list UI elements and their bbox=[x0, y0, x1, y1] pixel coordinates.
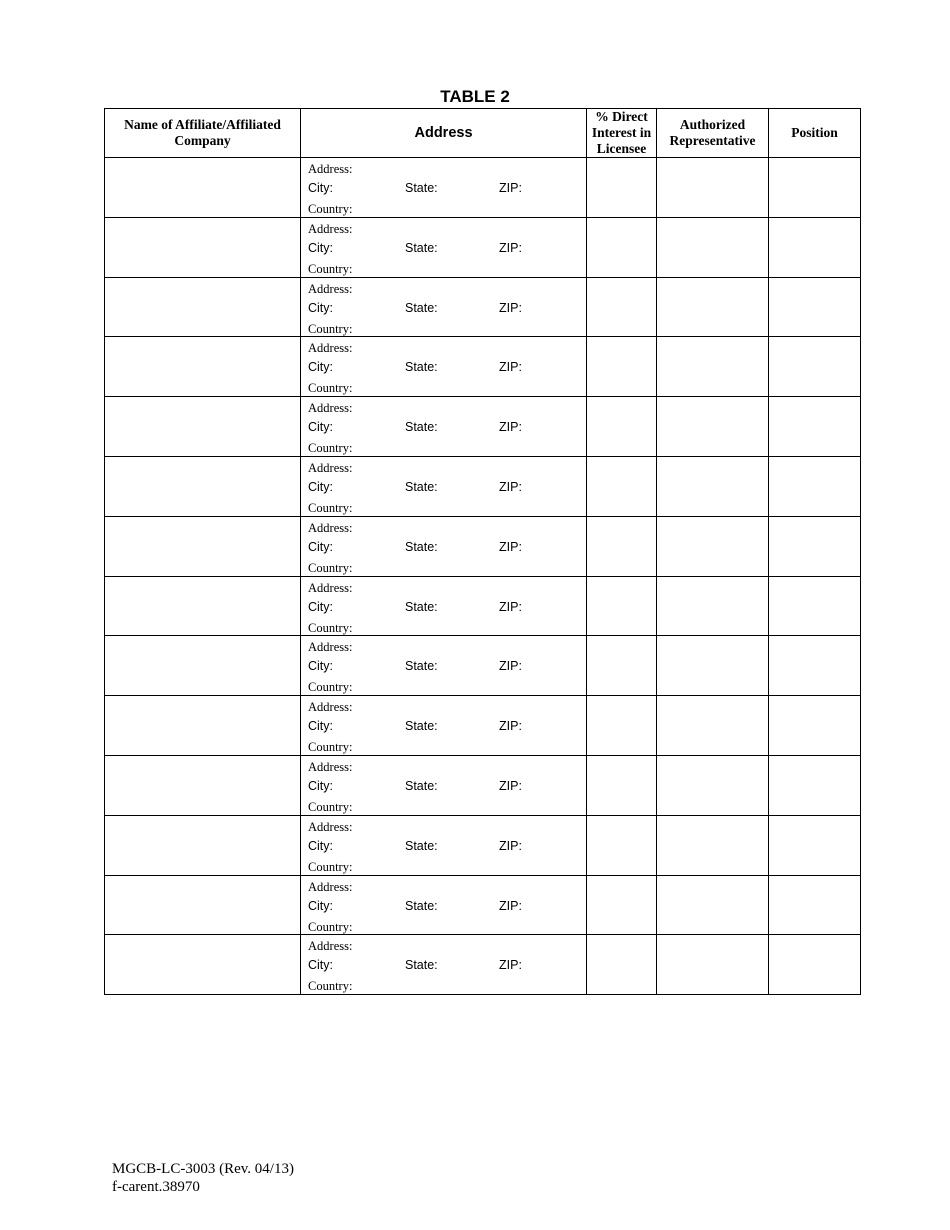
country-label: Country: bbox=[308, 560, 353, 575]
city-label: City: bbox=[308, 300, 333, 315]
country-label: Country: bbox=[308, 202, 353, 216]
state-label: State: bbox=[405, 300, 438, 315]
position-cell[interactable] bbox=[769, 397, 861, 457]
zip-label: ZIP: bbox=[499, 958, 522, 973]
address-label: Address: bbox=[308, 281, 353, 296]
interest-cell[interactable] bbox=[587, 217, 657, 277]
representative-cell[interactable] bbox=[657, 277, 769, 337]
state-label: State: bbox=[405, 181, 438, 195]
representative-cell[interactable] bbox=[657, 815, 769, 875]
zip-label: ZIP: bbox=[499, 360, 522, 375]
table-row bbox=[105, 755, 861, 815]
address-label: Address: bbox=[308, 759, 353, 774]
address-cell[interactable] bbox=[301, 337, 587, 397]
address-label: Address: bbox=[308, 580, 353, 595]
state-label: State: bbox=[405, 778, 438, 793]
state-label: State: bbox=[405, 898, 438, 913]
position-cell[interactable] bbox=[769, 576, 861, 636]
representative-cell[interactable] bbox=[657, 397, 769, 457]
position-cell[interactable] bbox=[769, 935, 861, 995]
representative-cell[interactable] bbox=[657, 158, 769, 218]
zip-label: ZIP: bbox=[499, 719, 522, 734]
position-cell[interactable] bbox=[769, 875, 861, 935]
city-label: City: bbox=[308, 719, 333, 734]
country-label: Country: bbox=[308, 441, 353, 456]
address-cell[interactable] bbox=[301, 636, 587, 696]
state-label: State: bbox=[405, 599, 438, 614]
address-label: Address: bbox=[308, 221, 353, 236]
affiliates-table bbox=[104, 108, 861, 995]
country-label: Country: bbox=[308, 740, 353, 755]
position-cell[interactable] bbox=[769, 456, 861, 516]
state-label: State: bbox=[405, 479, 438, 494]
interest-cell[interactable] bbox=[587, 755, 657, 815]
table-row bbox=[105, 875, 861, 935]
country-label: Country: bbox=[308, 799, 353, 814]
address-label: Address: bbox=[308, 460, 353, 475]
affiliate-name-cell[interactable] bbox=[105, 397, 301, 457]
position-cell[interactable] bbox=[769, 337, 861, 397]
zip-label: ZIP: bbox=[499, 659, 522, 674]
position-cell[interactable] bbox=[769, 277, 861, 337]
interest-cell[interactable] bbox=[587, 456, 657, 516]
representative-cell[interactable] bbox=[657, 935, 769, 995]
affiliate-name-cell[interactable] bbox=[105, 815, 301, 875]
state-label: State: bbox=[405, 719, 438, 734]
country-label: Country: bbox=[308, 321, 353, 336]
city-label: City: bbox=[308, 360, 333, 375]
address-cell[interactable] bbox=[301, 935, 587, 995]
header-row bbox=[105, 109, 861, 158]
zip-label: ZIP: bbox=[499, 420, 522, 435]
table-title: TABLE 2 bbox=[440, 87, 510, 106]
header-position: Position bbox=[769, 109, 861, 158]
city-label: City: bbox=[308, 778, 333, 793]
representative-cell[interactable] bbox=[657, 516, 769, 576]
address-label: Address: bbox=[308, 819, 353, 834]
representative-cell[interactable] bbox=[657, 636, 769, 696]
zip-label: ZIP: bbox=[499, 898, 522, 913]
table-row bbox=[105, 337, 861, 397]
address-cell[interactable] bbox=[301, 696, 587, 756]
representative-cell[interactable] bbox=[657, 875, 769, 935]
city-label: City: bbox=[308, 958, 333, 973]
address-cell[interactable] bbox=[301, 576, 587, 636]
affiliate-name-cell[interactable] bbox=[105, 636, 301, 696]
interest-cell[interactable] bbox=[587, 516, 657, 576]
address-cell[interactable] bbox=[301, 158, 587, 218]
country-label: Country: bbox=[308, 859, 353, 874]
interest-cell[interactable] bbox=[587, 815, 657, 875]
form-number: MGCB-LC-3003 (Rev. 04/13) bbox=[112, 1161, 294, 1177]
representative-cell[interactable] bbox=[657, 696, 769, 756]
state-label: State: bbox=[405, 958, 438, 973]
address-cell[interactable] bbox=[301, 217, 587, 277]
affiliate-name-cell[interactable] bbox=[105, 158, 301, 218]
affiliate-name-cell[interactable] bbox=[105, 456, 301, 516]
address-cell[interactable] bbox=[301, 875, 587, 935]
table-row bbox=[105, 576, 861, 636]
interest-cell[interactable] bbox=[587, 337, 657, 397]
header-representative: Authorized Representative bbox=[657, 109, 769, 158]
address-label: Address: bbox=[308, 162, 353, 176]
representative-cell[interactable] bbox=[657, 217, 769, 277]
position-cell[interactable] bbox=[769, 217, 861, 277]
address-cell[interactable] bbox=[301, 815, 587, 875]
state-label: State: bbox=[405, 539, 438, 554]
zip-label: ZIP: bbox=[499, 300, 522, 315]
zip-label: ZIP: bbox=[499, 539, 522, 554]
state-label: State: bbox=[405, 240, 438, 255]
header-interest: % Direct Interest in Licensee bbox=[587, 109, 657, 158]
position-cell[interactable] bbox=[769, 158, 861, 218]
representative-cell[interactable] bbox=[657, 755, 769, 815]
address-label: Address: bbox=[308, 700, 353, 715]
address-cell[interactable] bbox=[301, 397, 587, 457]
table-row bbox=[105, 397, 861, 457]
city-label: City: bbox=[308, 838, 333, 853]
table-row bbox=[105, 815, 861, 875]
country-label: Country: bbox=[308, 381, 353, 396]
table-row bbox=[105, 456, 861, 516]
city-label: City: bbox=[308, 240, 333, 255]
address-label: Address: bbox=[308, 939, 353, 954]
table-row bbox=[105, 696, 861, 756]
state-label: State: bbox=[405, 659, 438, 674]
interest-cell[interactable] bbox=[587, 397, 657, 457]
header-name: Name of Affiliate/Affiliated Company bbox=[105, 109, 301, 158]
interest-cell[interactable] bbox=[587, 696, 657, 756]
address-label: Address: bbox=[308, 401, 353, 416]
address-label: Address: bbox=[308, 879, 353, 894]
table-row bbox=[105, 935, 861, 995]
interest-cell[interactable] bbox=[587, 576, 657, 636]
affiliate-name-cell[interactable] bbox=[105, 337, 301, 397]
country-label: Country: bbox=[308, 620, 353, 635]
address-label: Address: bbox=[308, 520, 353, 535]
country-label: Country: bbox=[308, 919, 353, 934]
table-row bbox=[105, 158, 861, 218]
interest-cell[interactable] bbox=[587, 875, 657, 935]
address-label: Address: bbox=[308, 341, 353, 356]
address-cell[interactable] bbox=[301, 755, 587, 815]
position-cell[interactable] bbox=[769, 636, 861, 696]
position-cell[interactable] bbox=[769, 755, 861, 815]
city-label: City: bbox=[308, 898, 333, 913]
address-label: Address: bbox=[308, 640, 353, 655]
interest-cell[interactable] bbox=[587, 935, 657, 995]
address-cell[interactable] bbox=[301, 516, 587, 576]
affiliate-name-cell[interactable] bbox=[105, 576, 301, 636]
zip-label: ZIP: bbox=[499, 838, 522, 853]
table-row bbox=[105, 516, 861, 576]
affiliate-name-cell[interactable] bbox=[105, 696, 301, 756]
zip-label: ZIP: bbox=[499, 599, 522, 614]
affiliate-name-cell[interactable] bbox=[105, 755, 301, 815]
representative-cell[interactable] bbox=[657, 576, 769, 636]
state-label: State: bbox=[405, 838, 438, 853]
representative-cell[interactable] bbox=[657, 456, 769, 516]
affiliate-name-cell[interactable] bbox=[105, 516, 301, 576]
form-footer bbox=[112, 1160, 294, 1196]
affiliate-name-cell[interactable] bbox=[105, 875, 301, 935]
city-label: City: bbox=[308, 479, 333, 494]
address-cell[interactable] bbox=[301, 277, 587, 337]
city-label: City: bbox=[308, 420, 333, 435]
state-label: State: bbox=[405, 360, 438, 375]
interest-cell[interactable] bbox=[587, 277, 657, 337]
zip-label: ZIP: bbox=[499, 181, 522, 195]
city-label: City: bbox=[308, 599, 333, 614]
file-reference: f-carent.38970 bbox=[112, 1179, 200, 1195]
affiliate-name-cell[interactable] bbox=[105, 277, 301, 337]
city-label: City: bbox=[308, 181, 333, 195]
table-row bbox=[105, 217, 861, 277]
interest-cell[interactable] bbox=[587, 636, 657, 696]
country-label: Country: bbox=[308, 500, 353, 515]
country-label: Country: bbox=[308, 979, 353, 994]
table-row bbox=[105, 636, 861, 696]
city-label: City: bbox=[308, 539, 333, 554]
representative-cell[interactable] bbox=[657, 337, 769, 397]
country-label: Country: bbox=[308, 261, 353, 276]
header-address: Address bbox=[301, 109, 587, 158]
position-cell[interactable] bbox=[769, 815, 861, 875]
affiliate-name-cell[interactable] bbox=[105, 217, 301, 277]
interest-cell[interactable] bbox=[587, 158, 657, 218]
country-label: Country: bbox=[308, 680, 353, 695]
table-row bbox=[105, 277, 861, 337]
address-cell[interactable] bbox=[301, 456, 587, 516]
zip-label: ZIP: bbox=[499, 479, 522, 494]
position-cell[interactable] bbox=[769, 696, 861, 756]
zip-label: ZIP: bbox=[499, 778, 522, 793]
city-label: City: bbox=[308, 659, 333, 674]
state-label: State: bbox=[405, 420, 438, 435]
zip-label: ZIP: bbox=[499, 240, 522, 255]
affiliate-name-cell[interactable] bbox=[105, 935, 301, 995]
position-cell[interactable] bbox=[769, 516, 861, 576]
